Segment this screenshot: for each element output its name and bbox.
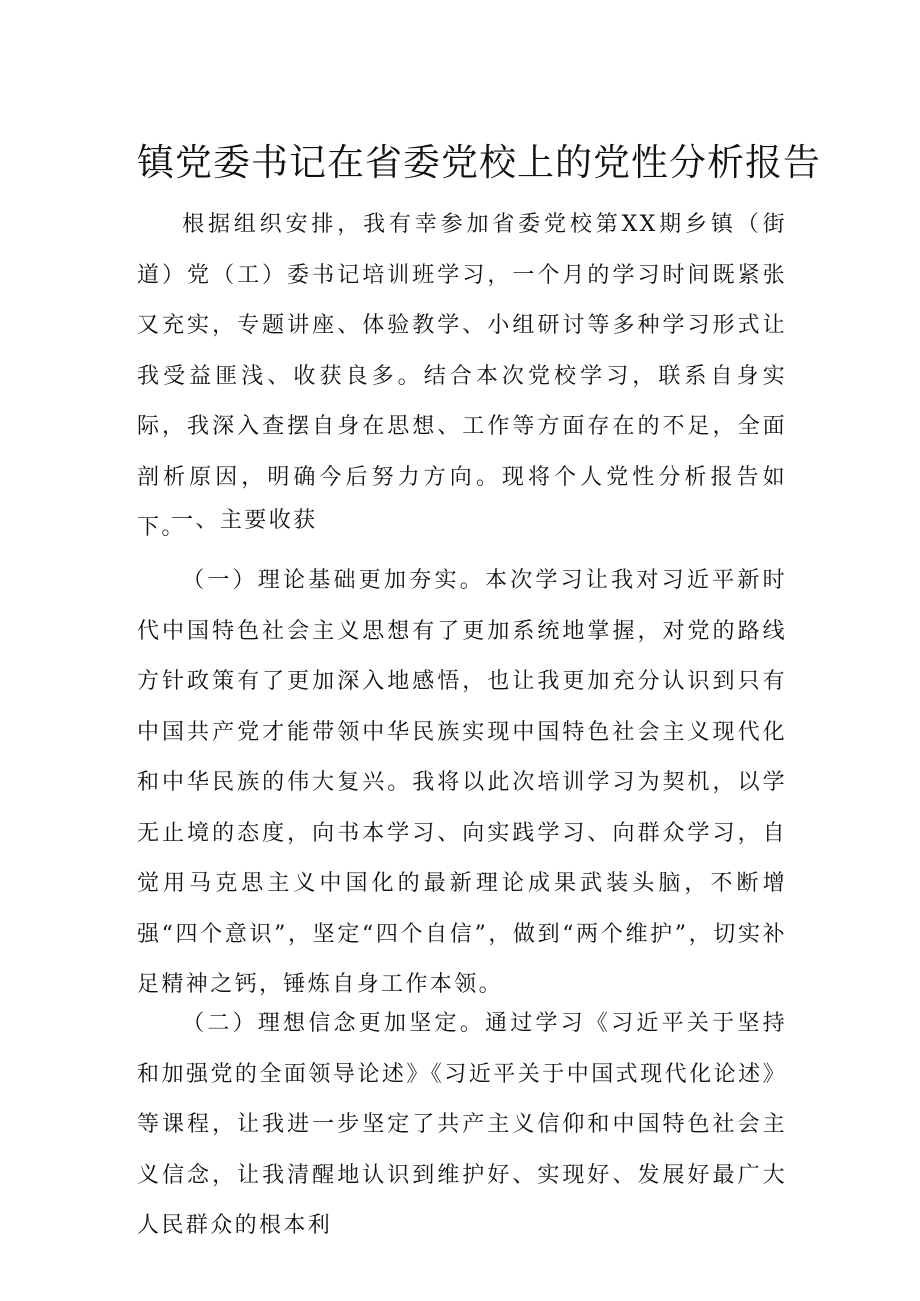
paragraph-ideal-belief: （二）理想信念更加坚定。通过学习《习近平关于坚持和加强党的全面领导论述》《习近平关于中国式现代化论述》等课程，让我进一步坚定了共产主义信仰和中国特色社会主义信念，让我清醒地认识到维护好、实现好、发展好最广大人民群众的根本利 [137,1011,787,1238]
document-title: 镇党委书记在省委党校上的党性分析报告 [137,141,821,184]
intro-paragraph: 根据组织安排，我有幸参加省委党校第XX期乡镇（街道）党（工）委书记培训班学习，一个月的学习时间既紧张又充实，专题讲座、体验教学、小组研讨等多种学习形式让我受益匪浅、收获良多。结合本次党校学习，联系自身实际，我深入查摆自身在思想、工作等方面存在的不足，全面剖析原因，明确今后努力方向。现将个人党性分析报告如下。 [137,212,787,540]
section-heading-main-gains: 一、主要收获 [171,508,318,533]
paragraph-theory-foundation: （一）理论基础更加夯实。本次学习让我对习近平新时代中国特色社会主义思想有了更加系统地掌握，对党的路线方针政策有了更加深入地感悟，也让我更加充分认识到只有中国共产党才能带领中华民族实现中国特色社会主义现代化和中华民族的伟大复兴。我将以此次培训学习为契机，以学无止境的态度，向书本学习、向实践学习、向群众学习，自觉用马克思主义中国化的最新理论成果武装头脑，不断增强“四个意识”，坚定“四个自信”，做到“两个维护”，切实补足精神之钙，锤炼自身工作本领。 [137,568,787,997]
